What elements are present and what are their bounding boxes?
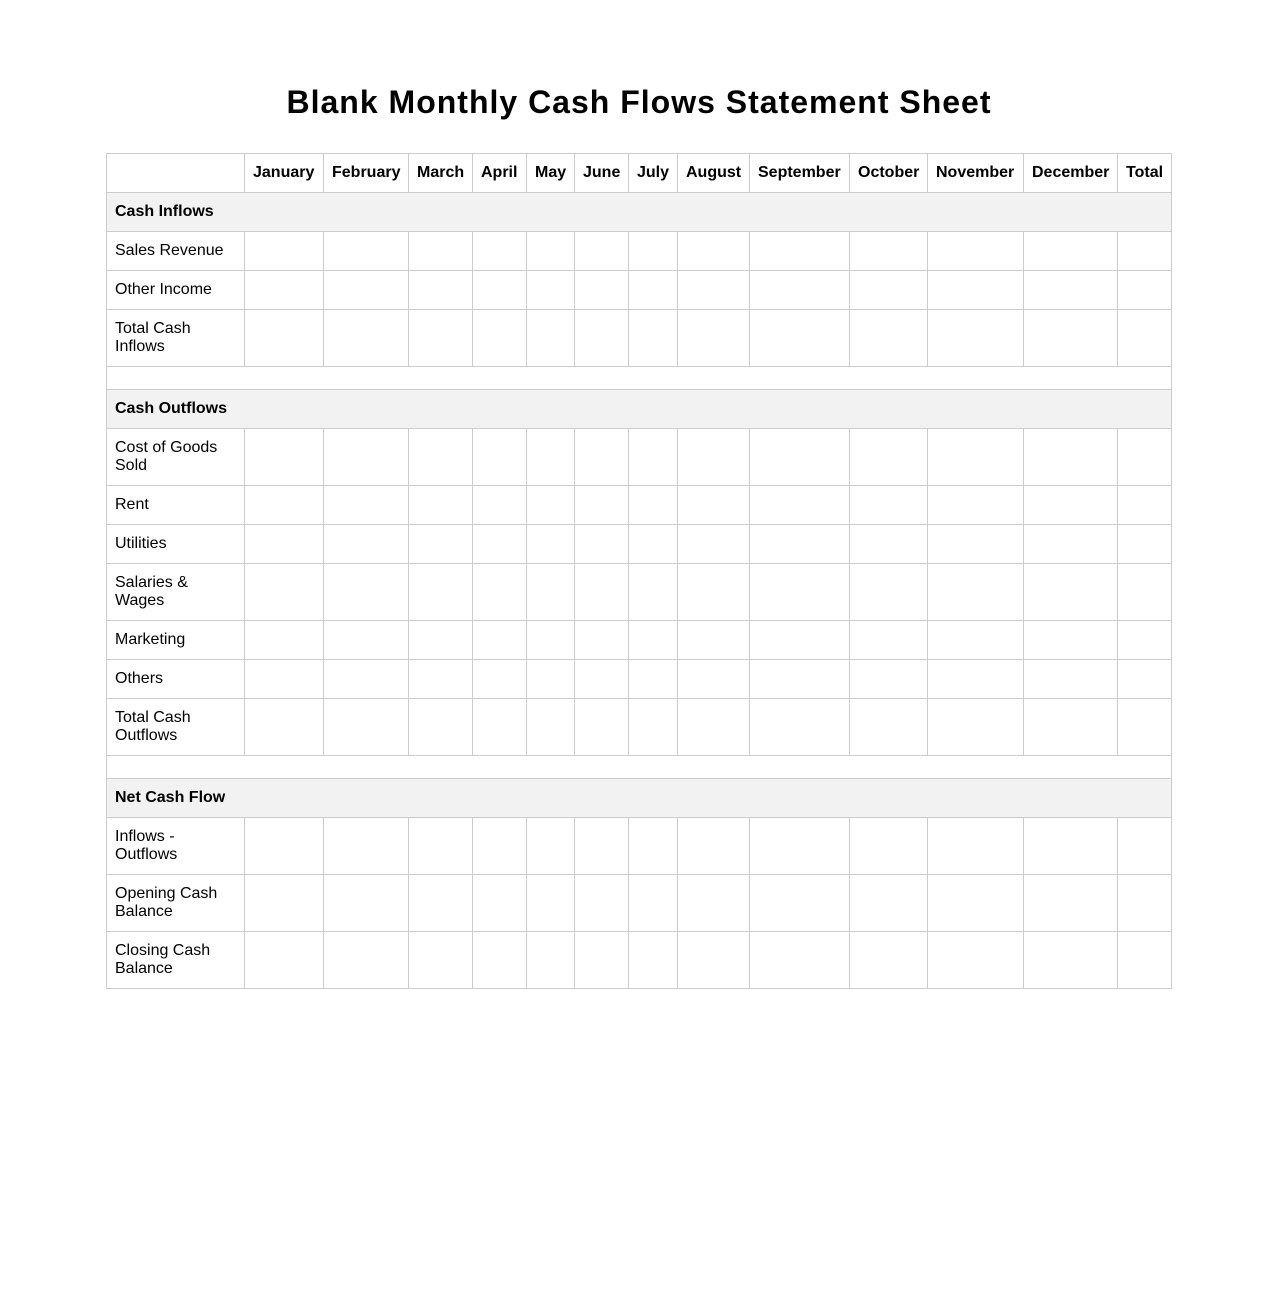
value-cell[interactable]	[850, 875, 928, 932]
value-cell[interactable]	[324, 932, 409, 989]
value-cell[interactable]	[850, 818, 928, 875]
column-header-september: September	[750, 154, 850, 193]
table-row	[107, 621, 1172, 660]
value-cell[interactable]	[1024, 564, 1118, 621]
row-label: Total Cash Outflows	[107, 699, 245, 756]
value-cell[interactable]	[527, 564, 575, 621]
value-cell[interactable]	[678, 699, 750, 756]
value-cell[interactable]	[1118, 932, 1172, 989]
value-cell[interactable]	[850, 486, 928, 525]
cash-flow-table	[106, 153, 1172, 989]
value-cell[interactable]	[928, 932, 1024, 989]
value-cell[interactable]	[678, 271, 750, 310]
value-cell[interactable]	[678, 660, 750, 699]
value-cell[interactable]	[1024, 932, 1118, 989]
value-cell[interactable]	[1024, 660, 1118, 699]
value-cell[interactable]	[1118, 525, 1172, 564]
value-cell[interactable]	[1118, 310, 1172, 367]
value-cell[interactable]	[473, 932, 527, 989]
table-row	[107, 271, 1172, 310]
value-cell[interactable]	[324, 818, 409, 875]
value-cell[interactable]	[928, 818, 1024, 875]
value-cell[interactable]	[629, 429, 678, 486]
value-cell[interactable]	[928, 564, 1024, 621]
column-header-november: November	[928, 154, 1024, 193]
table-row	[107, 699, 1172, 756]
value-cell[interactable]	[1118, 621, 1172, 660]
value-cell[interactable]	[750, 818, 850, 875]
value-cell[interactable]	[850, 525, 928, 564]
value-cell[interactable]	[409, 699, 473, 756]
value-cell[interactable]	[1024, 699, 1118, 756]
value-cell[interactable]	[527, 525, 575, 564]
value-cell[interactable]	[850, 621, 928, 660]
row-label: Rent	[107, 486, 245, 525]
row-label: Others	[107, 660, 245, 699]
value-cell[interactable]	[575, 429, 629, 486]
value-cell[interactable]	[750, 699, 850, 756]
value-cell[interactable]	[245, 525, 324, 564]
table-row	[107, 525, 1172, 564]
value-cell[interactable]	[850, 310, 928, 367]
value-cell[interactable]	[245, 310, 324, 367]
value-cell[interactable]	[527, 699, 575, 756]
value-cell[interactable]	[750, 525, 850, 564]
value-cell[interactable]	[850, 699, 928, 756]
value-cell[interactable]	[527, 310, 575, 367]
value-cell[interactable]	[527, 875, 575, 932]
value-cell[interactable]	[527, 486, 575, 525]
page-title: Blank Monthly Cash Flows Statement Sheet	[286, 84, 992, 120]
value-cell[interactable]	[1024, 875, 1118, 932]
value-cell[interactable]	[678, 875, 750, 932]
section-title: Cash Outflows	[107, 390, 1172, 429]
column-header-october: October	[850, 154, 928, 193]
value-cell[interactable]	[575, 232, 629, 271]
column-header-august: August	[678, 154, 750, 193]
value-cell[interactable]	[750, 564, 850, 621]
spacer-cell	[107, 756, 1172, 779]
value-cell[interactable]	[928, 429, 1024, 486]
value-cell[interactable]	[324, 621, 409, 660]
value-cell[interactable]	[750, 621, 850, 660]
column-header-march: March	[409, 154, 473, 193]
value-cell[interactable]	[678, 429, 750, 486]
value-cell[interactable]	[473, 875, 527, 932]
value-cell[interactable]	[678, 525, 750, 564]
value-cell[interactable]	[928, 271, 1024, 310]
value-cell[interactable]	[473, 429, 527, 486]
column-header-may: May	[527, 154, 575, 193]
value-cell[interactable]	[409, 660, 473, 699]
value-cell[interactable]	[629, 232, 678, 271]
row-label: Opening Cash Balance	[107, 875, 245, 932]
value-cell[interactable]	[473, 660, 527, 699]
value-cell[interactable]	[245, 429, 324, 486]
value-cell[interactable]	[1024, 818, 1118, 875]
value-cell[interactable]	[324, 310, 409, 367]
value-cell[interactable]	[1024, 429, 1118, 486]
value-cell[interactable]	[575, 564, 629, 621]
value-cell[interactable]	[629, 310, 678, 367]
value-cell[interactable]	[527, 232, 575, 271]
table-row	[107, 875, 1172, 932]
column-header-june: June	[575, 154, 629, 193]
value-cell[interactable]	[245, 564, 324, 621]
value-cell[interactable]	[629, 271, 678, 310]
value-cell[interactable]	[1024, 271, 1118, 310]
value-cell[interactable]	[1118, 271, 1172, 310]
value-cell[interactable]	[473, 564, 527, 621]
value-cell[interactable]	[678, 932, 750, 989]
value-cell[interactable]	[678, 621, 750, 660]
spacer-row	[107, 367, 1172, 390]
value-cell[interactable]	[1024, 525, 1118, 564]
value-cell[interactable]	[850, 564, 928, 621]
value-cell[interactable]	[409, 310, 473, 367]
table-row	[107, 486, 1172, 525]
value-cell[interactable]	[324, 564, 409, 621]
value-cell[interactable]	[527, 621, 575, 660]
value-cell[interactable]	[473, 525, 527, 564]
value-cell[interactable]	[409, 486, 473, 525]
value-cell[interactable]	[850, 932, 928, 989]
value-cell[interactable]	[678, 232, 750, 271]
column-header-january: January	[245, 154, 324, 193]
value-cell[interactable]	[750, 310, 850, 367]
value-cell[interactable]	[245, 875, 324, 932]
value-cell[interactable]	[1118, 564, 1172, 621]
value-cell[interactable]	[324, 699, 409, 756]
section-header-row	[107, 390, 1172, 429]
row-label: Inflows - Outflows	[107, 818, 245, 875]
value-cell[interactable]	[750, 660, 850, 699]
column-header-total: Total	[1118, 154, 1172, 193]
value-cell[interactable]	[678, 486, 750, 525]
table-row	[107, 660, 1172, 699]
value-cell[interactable]	[527, 271, 575, 310]
column-header-february: February	[324, 154, 409, 193]
section-header-row	[107, 779, 1172, 818]
value-cell[interactable]	[750, 932, 850, 989]
value-cell[interactable]	[245, 699, 324, 756]
row-label: Total Cash Inflows	[107, 310, 245, 367]
table-row	[107, 232, 1172, 271]
value-cell[interactable]	[1024, 232, 1118, 271]
table-row	[107, 818, 1172, 875]
value-cell[interactable]	[527, 429, 575, 486]
value-cell[interactable]	[409, 818, 473, 875]
value-cell[interactable]	[928, 486, 1024, 525]
column-header-april: April	[473, 154, 527, 193]
value-cell[interactable]	[245, 621, 324, 660]
row-label: Utilities	[107, 525, 245, 564]
value-cell[interactable]	[575, 525, 629, 564]
table-row	[107, 564, 1172, 621]
value-cell[interactable]	[409, 875, 473, 932]
value-cell[interactable]	[928, 621, 1024, 660]
value-cell[interactable]	[473, 699, 527, 756]
section-header-row	[107, 193, 1172, 232]
header-corner-cell	[107, 154, 245, 193]
column-header-july: July	[629, 154, 678, 193]
value-cell[interactable]	[575, 875, 629, 932]
section-title: Cash Inflows	[107, 193, 1172, 232]
value-cell[interactable]	[1024, 621, 1118, 660]
value-cell[interactable]	[245, 232, 324, 271]
row-label: Marketing	[107, 621, 245, 660]
value-cell[interactable]	[629, 875, 678, 932]
value-cell[interactable]	[1118, 660, 1172, 699]
value-cell[interactable]	[245, 486, 324, 525]
value-cell[interactable]	[629, 525, 678, 564]
value-cell[interactable]	[409, 932, 473, 989]
value-cell[interactable]	[575, 271, 629, 310]
value-cell[interactable]	[629, 660, 678, 699]
value-cell[interactable]	[629, 486, 678, 525]
value-cell[interactable]	[629, 932, 678, 989]
value-cell[interactable]	[850, 271, 928, 310]
value-cell[interactable]	[928, 310, 1024, 367]
value-cell[interactable]	[1118, 818, 1172, 875]
value-cell[interactable]	[245, 932, 324, 989]
value-cell[interactable]	[1118, 699, 1172, 756]
value-cell[interactable]	[527, 818, 575, 875]
value-cell[interactable]	[750, 486, 850, 525]
value-cell[interactable]	[678, 818, 750, 875]
spacer-row	[107, 756, 1172, 779]
value-cell[interactable]	[575, 932, 629, 989]
value-cell[interactable]	[850, 429, 928, 486]
value-cell[interactable]	[678, 310, 750, 367]
value-cell[interactable]	[629, 564, 678, 621]
value-cell[interactable]	[575, 818, 629, 875]
value-cell[interactable]	[750, 271, 850, 310]
value-cell[interactable]	[575, 310, 629, 367]
value-cell[interactable]	[324, 429, 409, 486]
value-cell[interactable]	[245, 818, 324, 875]
table-row	[107, 310, 1172, 367]
value-cell[interactable]	[1024, 310, 1118, 367]
value-cell[interactable]	[324, 875, 409, 932]
value-cell[interactable]	[409, 232, 473, 271]
value-cell[interactable]	[750, 429, 850, 486]
value-cell[interactable]	[575, 699, 629, 756]
value-cell[interactable]	[409, 429, 473, 486]
value-cell[interactable]	[245, 660, 324, 699]
value-cell[interactable]	[1118, 486, 1172, 525]
value-cell[interactable]	[324, 486, 409, 525]
value-cell[interactable]	[750, 232, 850, 271]
spacer-cell	[107, 367, 1172, 390]
value-cell[interactable]	[473, 486, 527, 525]
value-cell[interactable]	[629, 818, 678, 875]
table-row	[107, 429, 1172, 486]
value-cell[interactable]	[678, 564, 750, 621]
value-cell[interactable]	[575, 660, 629, 699]
value-cell[interactable]	[1024, 486, 1118, 525]
row-label: Cost of Goods Sold	[107, 429, 245, 486]
value-cell[interactable]	[1118, 875, 1172, 932]
value-cell[interactable]	[527, 932, 575, 989]
value-cell[interactable]	[928, 660, 1024, 699]
value-cell[interactable]	[629, 621, 678, 660]
row-label: Other Income	[107, 271, 245, 310]
column-header-december: December	[1024, 154, 1118, 193]
value-cell[interactable]	[409, 271, 473, 310]
value-cell[interactable]	[928, 699, 1024, 756]
section-title: Net Cash Flow	[107, 779, 1172, 818]
value-cell[interactable]	[575, 486, 629, 525]
value-cell[interactable]	[409, 621, 473, 660]
value-cell[interactable]	[928, 232, 1024, 271]
value-cell[interactable]	[850, 232, 928, 271]
value-cell[interactable]	[629, 699, 678, 756]
row-label: Salaries & Wages	[107, 564, 245, 621]
value-cell[interactable]	[473, 271, 527, 310]
value-cell[interactable]	[1118, 232, 1172, 271]
table-row	[107, 932, 1172, 989]
value-cell[interactable]	[324, 271, 409, 310]
value-cell[interactable]	[928, 875, 1024, 932]
value-cell[interactable]	[473, 818, 527, 875]
value-cell[interactable]	[575, 621, 629, 660]
row-label: Closing Cash Balance	[107, 932, 245, 989]
row-label: Sales Revenue	[107, 232, 245, 271]
value-cell[interactable]	[473, 621, 527, 660]
value-cell[interactable]	[324, 232, 409, 271]
value-cell[interactable]	[473, 232, 527, 271]
value-cell[interactable]	[409, 564, 473, 621]
value-cell[interactable]	[473, 310, 527, 367]
value-cell[interactable]	[324, 660, 409, 699]
value-cell[interactable]	[1118, 429, 1172, 486]
value-cell[interactable]	[409, 525, 473, 564]
value-cell[interactable]	[750, 875, 850, 932]
value-cell[interactable]	[245, 271, 324, 310]
header-row	[107, 154, 1172, 193]
value-cell[interactable]	[928, 525, 1024, 564]
value-cell[interactable]	[324, 525, 409, 564]
value-cell[interactable]	[527, 660, 575, 699]
value-cell[interactable]	[850, 660, 928, 699]
